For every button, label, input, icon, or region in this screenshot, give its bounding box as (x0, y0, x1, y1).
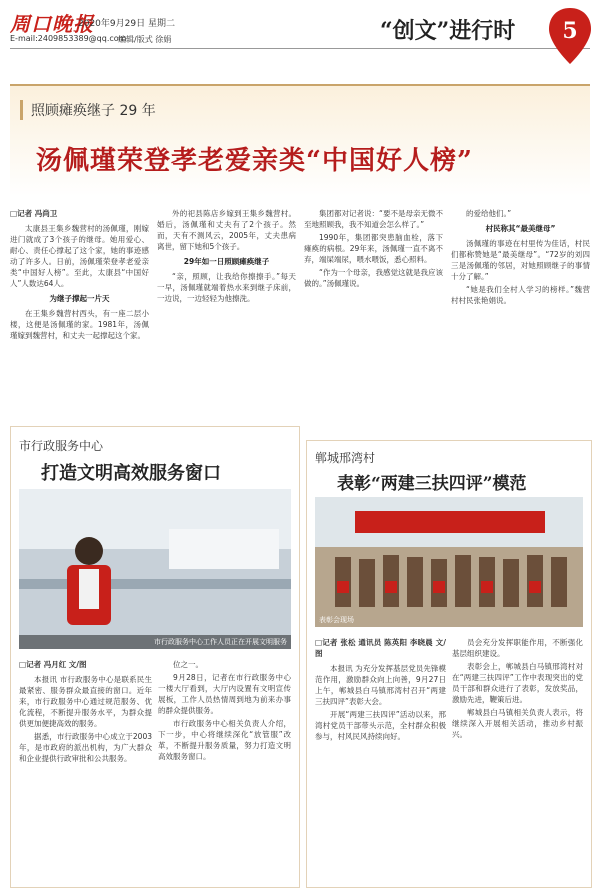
paragraph: “作为一个母亲，我感觉这就是我应该做的。”汤佩瑾说。 (304, 268, 443, 288)
story-column-2 (157, 208, 296, 408)
page-number: 5 (562, 18, 578, 44)
photo-caption: 市行政服务中心工作人员正在开展文明服务 (19, 635, 291, 649)
story-columns (315, 637, 583, 879)
masthead (0, 0, 600, 72)
story-column-3 (304, 208, 443, 408)
story-columns (19, 659, 291, 881)
news-photo (19, 489, 291, 649)
newspaper-logo: 周口晚报 (10, 12, 94, 36)
paragraph: 的爱给他们。” (466, 209, 512, 218)
subhead: 为继子撑起一片天 (49, 294, 110, 303)
byline: □记者 冯月红 文/图 (19, 660, 87, 669)
paragraph: 在王集乡魏营村西头，有一座二层小楼，这便是汤佩瑾的家。1981年，汤佩瑾嫁到魏营村，和丈夫一起撑起这个家。 (10, 309, 149, 340)
publication-date: 2020年9月29日 星期二 (78, 19, 175, 29)
service-hall-photo-icon (19, 489, 291, 649)
story-columns (10, 208, 590, 408)
paragraph: 集团都对记者说：“要不是母亲无微不至地照顾我，我不知道会怎么样了。” (304, 209, 443, 229)
story-label: 郸城邢湾村 (315, 451, 376, 465)
paragraph: 外的祀县陈店乡嫁到王集乡魏营村。婚后，汤佩瑾和丈夫有了2个孩子。然而，天有不测风云，2005年，丈夫患病离世，留下她和5个孩子。 (157, 209, 296, 251)
editors-line: 编辑/版式 徐娟 (118, 35, 172, 44)
left-story (10, 426, 300, 888)
section-title: “创文”进行时 (380, 18, 516, 44)
paragraph: 开展“两建三扶四评”活动以来，邢湾村党员干部带头示范，全村群众积极参与，村风民风持续向好。 (315, 710, 446, 741)
paragraph: 本报讯 市行政服务中心是联系民生最紧密、服务群众最直接的窗口。近年来，市行政服务中心通过规范服务、优化流程，不断提升服务水平，为群众提供更加便捷高效的服务。 (19, 675, 152, 728)
paragraph: 太康县王集乡魏营村的汤佩瑾，刚嫁进门就成了3个孩子的继母。她用爱心、耐心、责任心撑起了这个家，她的事迹感动了许多人。日前，汤佩瑾荣登孝老爱亲类“中国好人榜”。至此，太康县“中国好人”人数达64人。 (10, 224, 149, 288)
story-column-2 (158, 659, 291, 881)
story-headline: 汤佩瑾荣登孝老爱亲类“中国好人榜” (36, 146, 473, 176)
story-headline: 打造文明高效服务窗口 (41, 463, 221, 484)
top-story (10, 84, 590, 416)
award-ceremony-photo-icon (315, 497, 583, 627)
photo-caption: 表彰会现场 (319, 616, 354, 624)
news-photo (315, 497, 583, 627)
paragraph: 市行政服务中心相关负责人介绍，下一步，中心将继续深化“放管服”改革，不断提升服务质量，努力打造文明高效服务窗口。 (158, 719, 291, 761)
paragraph: 汤佩瑾的事迹在村里传为佳话，村民们都称赞她是“最美继母”。“72岁的刘四三是汤佩瑾的邻居，对她照顾继子的事情十分了解。” (451, 239, 590, 281)
paragraph: 员会充分发挥职能作用，不断强化基层组织建设。 (452, 638, 583, 658)
paragraph: 表彰会上，郸城县白马镇邢湾村对在“两建三扶四评”工作中表现突出的党员干部和群众进行了表彰，发放奖品，激励先进，鞭策后进。 (452, 662, 583, 704)
subhead: 29年如一日照顾瘫痪继子 (183, 257, 270, 266)
paragraph: 本报讯 为充分发挥基层党员先锋模范作用，激励群众向上向善，9月27日上午，郸城县白马镇邢湾村召开“两建三扶四评”表彰大会。 (315, 664, 446, 706)
story-column-2 (452, 637, 583, 879)
subhead: 村民称其“最美继母” (485, 224, 556, 233)
masthead-divider (10, 48, 590, 49)
right-story (306, 440, 592, 888)
byline: □记者 冯尚卫 (10, 209, 58, 218)
paragraph: 据悉，市行政服务中心成立于2003年，是市政府的派出机构，为广大群众和企业提供行政审批和公共服务。 (19, 732, 152, 763)
story-headline: 表彰“两建三扶四评”模范 (337, 474, 527, 494)
paragraph: 位之一。 (173, 660, 203, 669)
paragraph: 1990年，集团都突患脑血栓，落下瘫痪的病根。29年来，汤佩瑾一直不离不弃，端屎端尿，喂水喂饭，悉心照料。 (304, 233, 443, 264)
story-column-1 (315, 637, 446, 879)
paragraph: “她是我们全村人学习的榜样。”魏营村村民张艳娟说。 (451, 285, 590, 305)
story-column-1 (10, 208, 149, 408)
page-badge (546, 6, 594, 68)
paragraph: 郸城县白马镇相关负责人表示，将继续深入开展相关活动，推动乡村振兴。 (452, 708, 583, 739)
contact-email: E-mail:2409853389@qq.com (10, 34, 127, 43)
story-label: 市行政服务中心 (19, 439, 104, 453)
byline: □记者 张松 通讯员 陈英阳 李晓晨 文/图 (315, 638, 446, 658)
paragraph: “亲，照顾，让我给你擦擦手。”每天一早，汤佩瑾就端着热水来到继子床前，一边说，一边轻轻为他擦洗。 (157, 272, 296, 303)
story-column-4 (451, 208, 590, 408)
paragraph: 9月28日，记者在市行政服务中心一楼大厅看到，大厅内设置有文明宣传展板，工作人员热情周到地为前来办事的群众提供服务。 (158, 673, 291, 715)
story-column-1 (19, 659, 152, 881)
story-subtitle: 照顾瘫痪继子 29 年 (20, 100, 156, 120)
